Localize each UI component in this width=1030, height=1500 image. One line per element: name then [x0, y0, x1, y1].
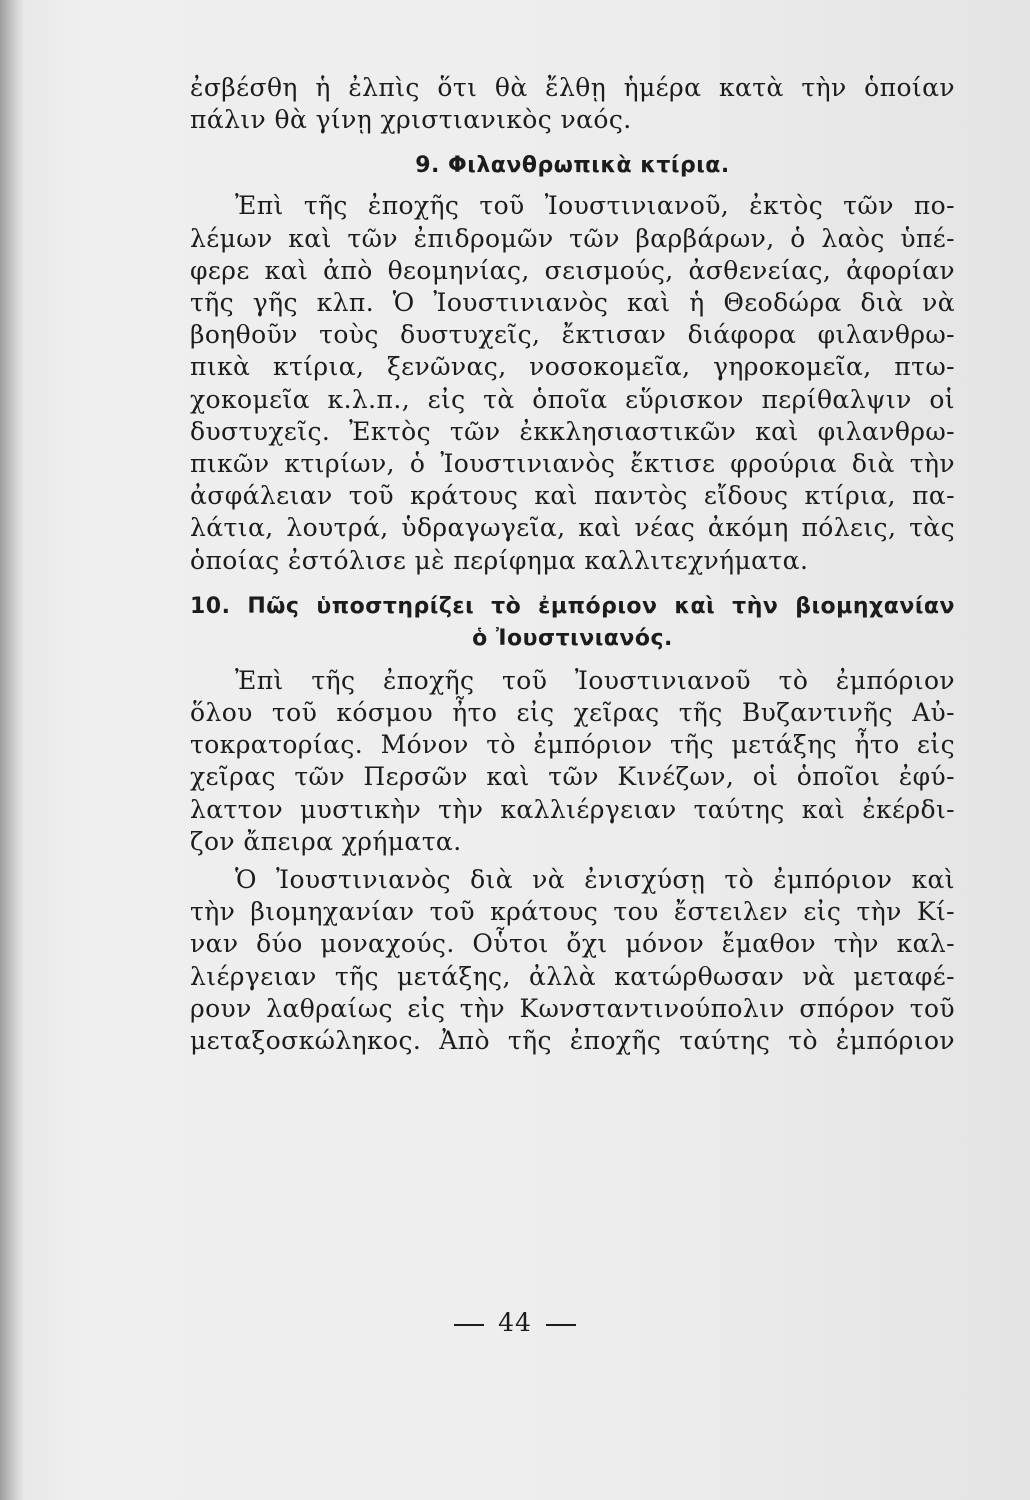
- text-line: Ἐπὶ τῆς ἐποχῆς τοῦ Ἰουστινιανοῦ τὸ ἐμπόριον: [235, 665, 955, 695]
- text-line: λάτια, λουτρά, ὑδραγωγεῖα, καὶ νέας ἀκόμη πόλεις, τὰς: [190, 513, 955, 543]
- text-line: χοκομεῖα κ.λ.π., εἰς τὰ ὁποῖα εὕρισκον περίθαλψιν οἱ: [190, 384, 955, 414]
- text-line: Ἐπὶ τῆς ἐποχῆς τοῦ Ἰουστινιανοῦ, ἐκτὸς τῶν πο-: [235, 191, 955, 221]
- text-line: ἐσβέσθη ἡ ἐλπὶς ὅτι θὰ ἔλθῃ ἡμέρα κατὰ τὴν ὁποίαν: [190, 73, 955, 102]
- section-9-heading: 9. Φιλανθρωπικὰ κτίρια.: [415, 153, 730, 179]
- text-line: ὅλου τοῦ κόσμου ἦτο εἰς χεῖρας τῆς Βυζαντινῆς Αὐ-: [190, 698, 955, 728]
- text-line: τὴν βιομηχανίαν τοῦ κράτους του ἔστειλεν εἰς τὴν Κί-: [190, 897, 955, 927]
- page-number-value: 44: [498, 1308, 532, 1337]
- section-10-paragraph-2: [190, 864, 955, 1057]
- text-line: ὁποίας ἐστόλισε μὲ περίφημα καλλιτεχνήματα.: [190, 545, 809, 575]
- dash-right: [546, 1324, 576, 1326]
- text-line: δυστυχεῖς. Ἐκτὸς τῶν ἐκκλησιαστικῶν καὶ φιλανθρω-: [190, 416, 955, 446]
- spine-shadow: [0, 0, 24, 1500]
- text-line: ναν δύο μοναχούς. Οὗτοι ὄχι μόνον ἔμαθον τὴν καλ-: [190, 929, 955, 959]
- text-line: χεῖρας τῶν Περσῶν καὶ τῶν Κινέζων, οἱ ὁποῖοι ἐφύ-: [190, 762, 955, 792]
- text-line: Ὁ Ἰουστινιανὸς διὰ νὰ ἐνισχύσῃ τὸ ἐμπόριον καὶ: [235, 865, 955, 895]
- text-line: ἀσφάλειαν τοῦ κράτους καὶ παντὸς εἴδους κτίρια, πα-: [190, 481, 955, 511]
- text-line: λαττον μυστικὴν τὴν καλλιέργειαν ταύτης καὶ ἐκέρδι-: [190, 794, 955, 824]
- text-line: λιέργειαν τῆς μετάξης, ἀλλὰ κατώρθωσαν νὰ μεταφέ-: [190, 961, 955, 991]
- text-line: βοηθοῦν τοὺς δυστυχεῖς, ἔκτισαν διάφορα φιλανθρω-: [190, 320, 955, 350]
- page-number: [0, 1308, 1030, 1337]
- text-line: ζον ἄπειρα χρήματα.: [190, 826, 462, 856]
- section-10-heading-continued: ὁ Ἰουστινιανός.: [472, 625, 673, 651]
- text-line: τῆς γῆς κλπ. Ὁ Ἰουστινιανὸς καὶ ἡ Θεοδώρα διὰ νὰ: [190, 288, 955, 318]
- text-line: φερε καὶ ἀπὸ θεομηνίας, σεισμούς, ἀσθενείας, ἀφορίαν: [190, 255, 955, 285]
- text-line: λέμων καὶ τῶν ἐπιδρομῶν τῶν βαρβάρων, ὁ λαὸς ὑπέ-: [190, 223, 955, 253]
- text-line: ρουν λαθραίως εἰς τὴν Κωνσταντινούπολιν σπόρον τοῦ: [190, 993, 955, 1023]
- text-line: πάλιν θὰ γίνῃ χριστιανικὸς ναός.: [190, 105, 632, 135]
- section-10-paragraph-1: [190, 665, 955, 858]
- text-line: πικὰ κτίρια, ξενῶνας, νοσοκομεῖα, γηροκομεῖα, πτω-: [190, 352, 955, 382]
- text-line: πικῶν κτιρίων, ὁ Ἰουστινιανὸς ἔκτισε φρούρια διὰ τὴν: [190, 449, 955, 479]
- text-line: μεταξοσκώληκος. Ἀπὸ τῆς ἐποχῆς ταύτης τὸ ἐμπόριον: [190, 1026, 955, 1056]
- text-block: [190, 72, 955, 1057]
- dash-left: [454, 1324, 484, 1326]
- section-10-heading: 10. Πῶς ὑποστηρίζει τὸ ἐμπόριον καὶ τὴν βιομηχανίαν: [190, 593, 955, 619]
- text-line: τοκρατορίας. Μόνον τὸ ἐμπόριον τῆς μετάξης ἦτο εἰς: [190, 730, 955, 760]
- section-9-paragraph: [190, 190, 955, 576]
